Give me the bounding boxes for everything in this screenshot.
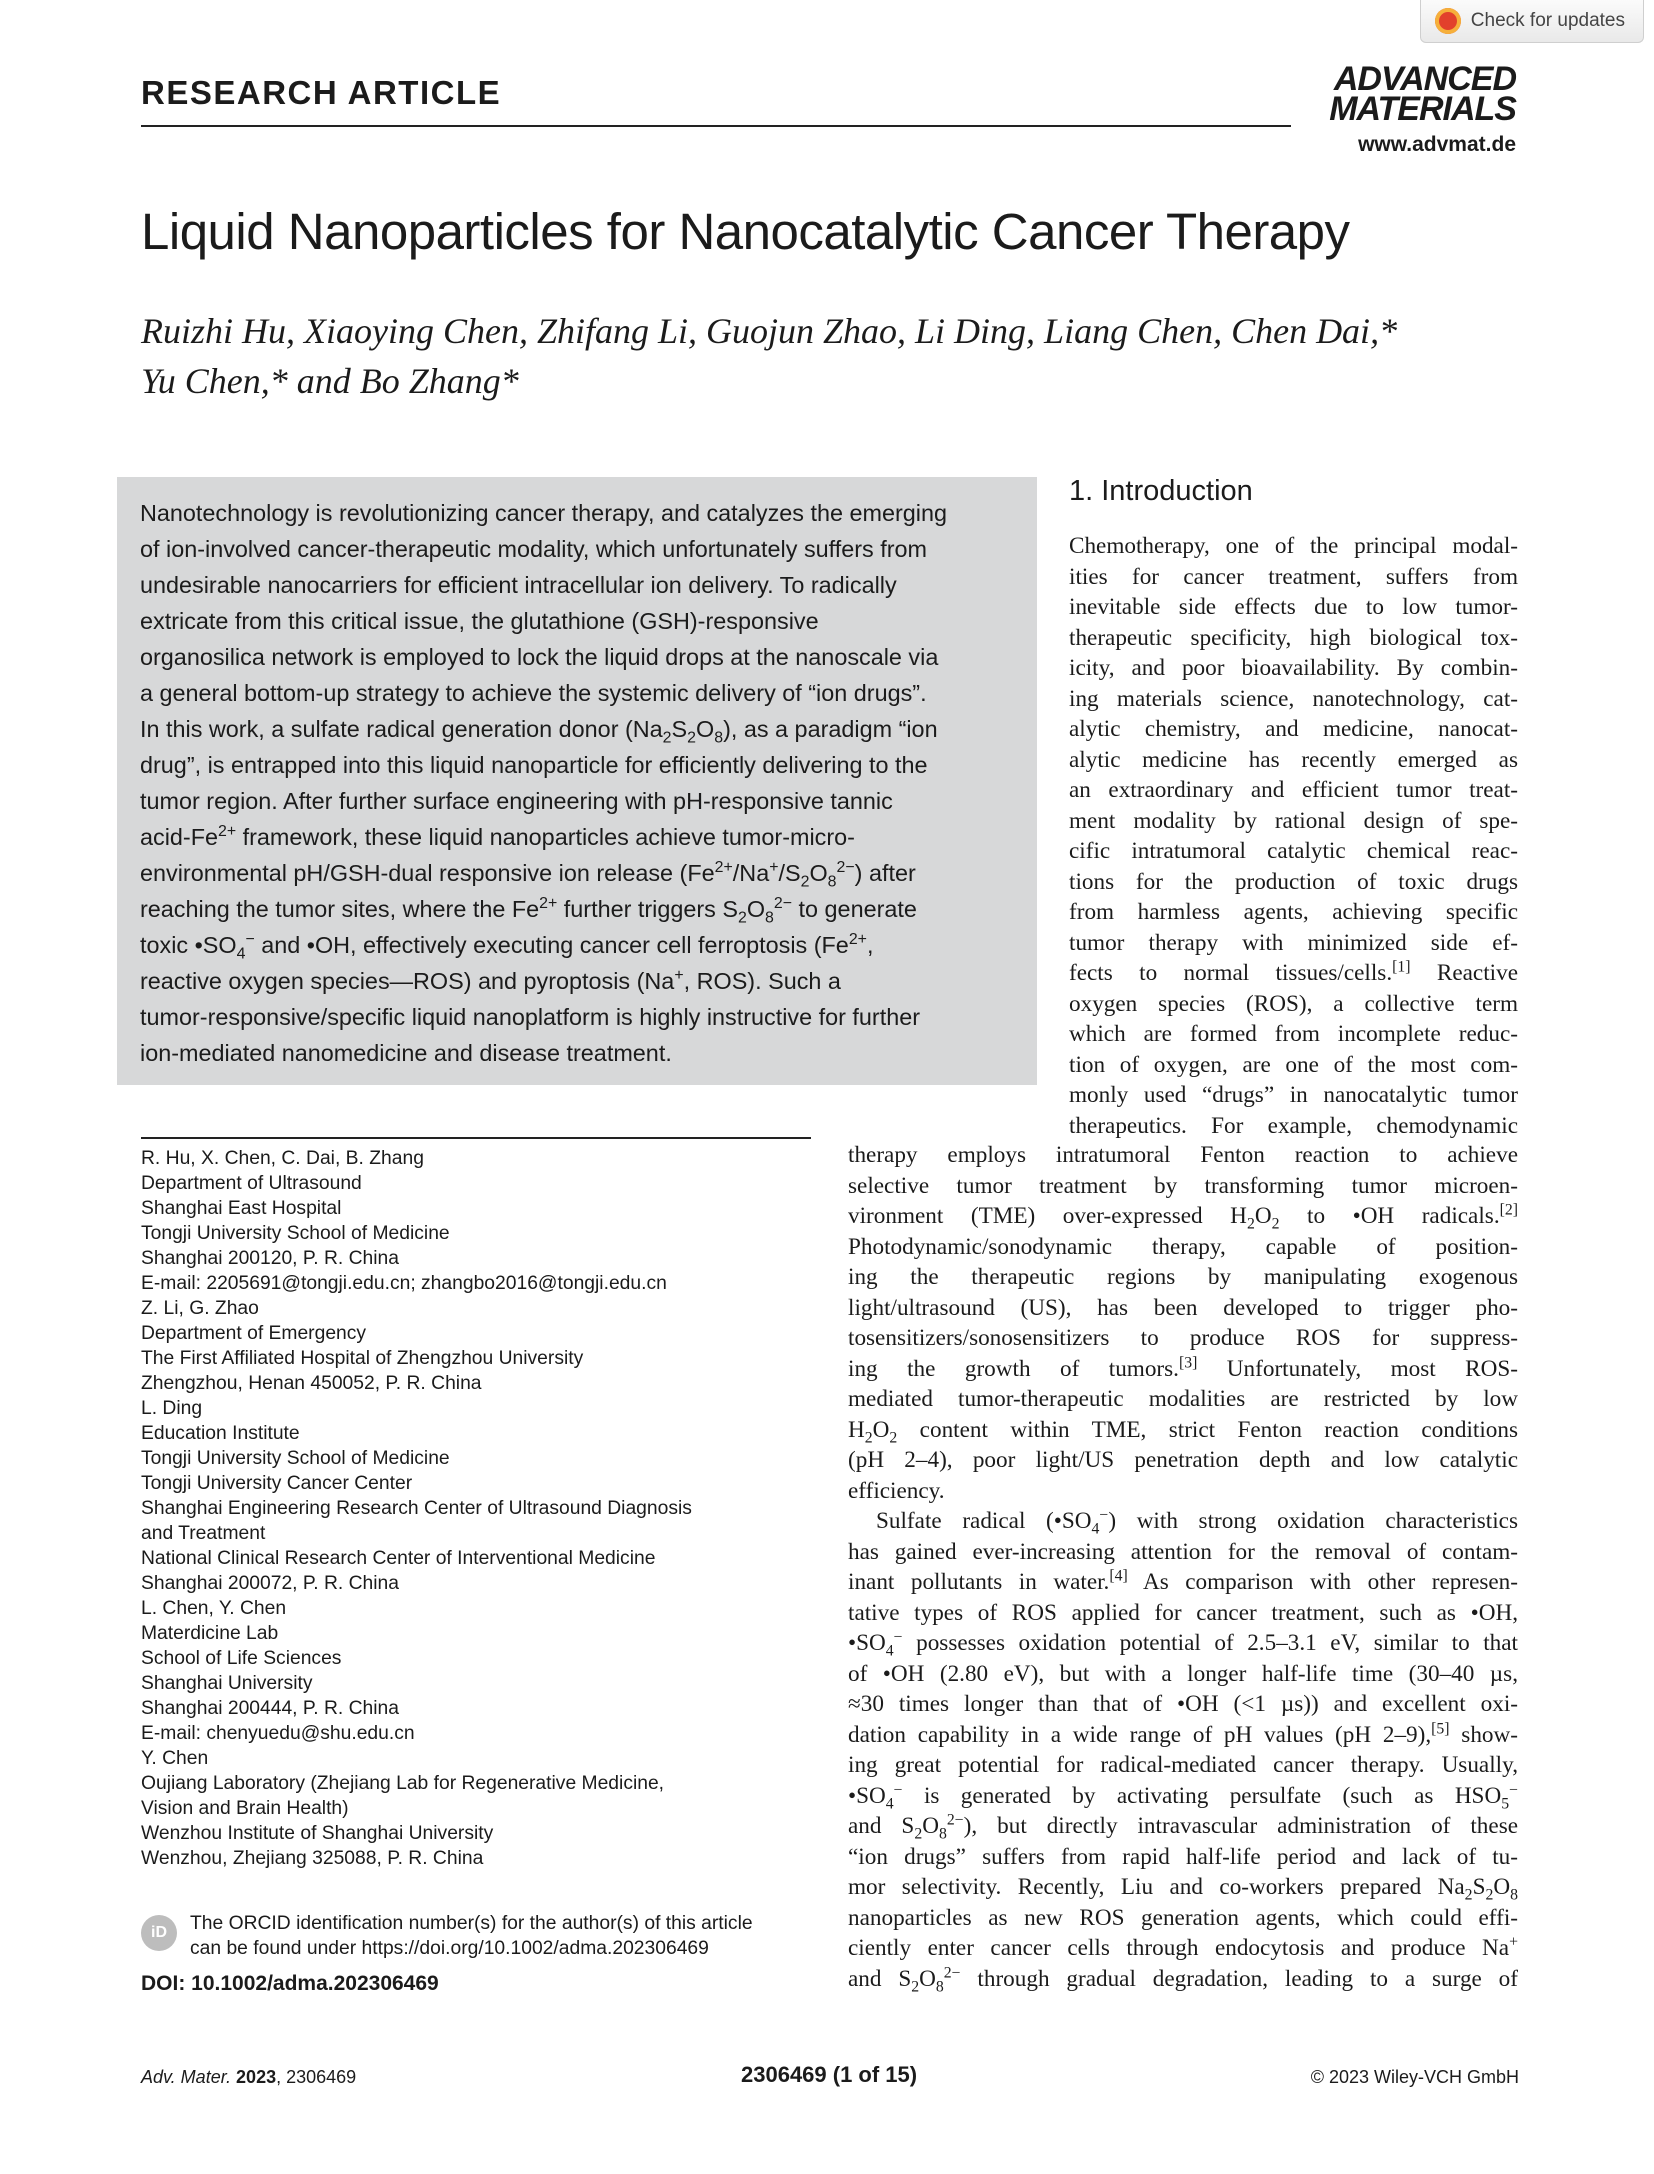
intro-column-right: Chemotherapy, one of the principal modal- ities for cancer treatment, suffers from inevitable side effects due to low tumor- therapeutic specificity, high biological tox- icity, and poor bioavailability. By combin- ing materials science, nanotechnology, cat- alytic chemistry, and medicine, nanocat- alytic medicine has recently emerged as an extraordinary and efficient tumor treat- ment modality by rational design of spe- cific intratumoral catalytic chemical reac- tions for the production of toxic drugs from harmless agents, achieving specific tumor therapy with minimized side ef- fects to normal tissues/cells.[1] Reactive oxygen species (ROS), a collective term which are formed from incomplete reduc- tion of oxygen, are one of the most com- monly used “drugs” in nanocatalytic tumor therapeutics. For example, chemodynamic bbox=[1069, 533, 1518, 1139]
affiliation-line: Materdicine Lab bbox=[141, 1623, 279, 1644]
affiliation-line: Shanghai Engineering Research Center of Ultrasound Diagnosis bbox=[141, 1498, 692, 1519]
affiliation-line: Department of Emergency bbox=[141, 1323, 367, 1344]
affiliation-line: Shanghai University bbox=[141, 1673, 313, 1694]
footer-journal: Adv. Mater. bbox=[141, 2067, 232, 2087]
affiliation-line: Shanghai East Hospital bbox=[141, 1198, 342, 1219]
journal-logo-line1: ADVANCED bbox=[1333, 60, 1516, 98]
check-for-updates-button[interactable] bbox=[1420, 0, 1644, 43]
affiliation-rule bbox=[141, 1137, 811, 1139]
citation-4[interactable]: [4] bbox=[1109, 1567, 1128, 1585]
citation-2[interactable]: [2] bbox=[1499, 1201, 1519, 1219]
doi-link[interactable]: DOI: 10.1002/adma.202306469 bbox=[141, 1972, 439, 1995]
section-heading-introduction: 1. Introduction bbox=[1069, 475, 1253, 507]
affiliation-line: Tongji University School of Medicine bbox=[141, 1448, 450, 1469]
orcid-link[interactable]: can be found under https://doi.org/10.1002/adma.202306469 bbox=[190, 1938, 709, 1959]
affiliation-line: Shanghai 200120, P. R. China bbox=[141, 1248, 399, 1269]
header-rule bbox=[141, 125, 1291, 127]
affiliation-line: Wenzhou Institute of Shanghai University bbox=[141, 1823, 494, 1844]
affiliations bbox=[141, 1146, 821, 1871]
section-label: RESEARCH ARTICLE bbox=[141, 74, 502, 111]
author-line-1: Ruizhi Hu, Xiaoying Chen, Zhifang Li, Guojun Zhao, Li Ding, Liang Chen, Chen Dai,* bbox=[141, 311, 1398, 351]
affiliation-line: L. Chen, Y. Chen bbox=[141, 1598, 287, 1619]
affiliation-line: Education Institute bbox=[141, 1423, 300, 1444]
affiliation-line: and Treatment bbox=[141, 1523, 266, 1544]
affiliation-line: Z. Li, G. Zhao bbox=[141, 1298, 259, 1319]
affiliation-line: Tongji University School of Medicine bbox=[141, 1223, 450, 1244]
affiliation-line: R. Hu, X. Chen, C. Dai, B. Zhang bbox=[141, 1148, 424, 1169]
affiliation-email[interactable]: E-mail: chenyuedu@shu.edu.cn bbox=[141, 1723, 415, 1744]
author-line-2: Yu Chen,* and Bo Zhang* bbox=[141, 361, 519, 401]
affiliation-line: Tongji University Cancer Center bbox=[141, 1473, 413, 1494]
affiliation-line: Oujiang Laboratory (Zhejiang Lab for Regenerative Medicine, bbox=[141, 1773, 665, 1794]
affiliation-line: Y. Chen bbox=[141, 1748, 209, 1769]
affiliation-line: Wenzhou, Zhejiang 325088, P. R. China bbox=[141, 1848, 484, 1869]
crossmark-icon bbox=[1435, 8, 1461, 34]
affiliation-line: Shanghai 200072, P. R. China bbox=[141, 1573, 399, 1594]
abstract-text: Nanotechnology is revolutionizing cancer therapy, and catalyzes the emerging of ion-involved cancer-therapeutic modality, which unfortunately suffers from undesirable nanocarriers for efficient intracellular ion delivery. To radically extricate from this critical issue, the glutathione (GSH)-responsive organosilica network is employed to lock the liquid drops at the nanoscale via a general bottom-up strategy to achieve the systemic delivery of “ion drugs”. In this work, a sulfate radical generation donor $(Na_2S_2O_8)$, as a paradigm “ion drug”, is entrapped into this liquid nanoparticle for efficiently delivering to the tumor region. After further surface engineering with pH-responsive tannic acid-$Fe^{2+}$ framework, these liquid nanoparticles achieve tumor-micro- environmental pH/GSH-dual responsive ion release $(Fe^{2+}/Na^+/S_2O_8^{2-})$ after reaching the tumor sites, where the $Fe^{2+}$ further triggers $S_2O_8^{2-}$ to generate toxic $•SO_4^-$ and •OH, effectively executing cancer cell ferroptosis ($Fe^{2+}$, reactive oxygen species—ROS) and pyroptosis (Na+, ROS). Such a tumor-responsive/specific liquid nanoplatform is highly instructive for further ion-mediated nanomedicine and disease treatment. bbox=[140, 500, 948, 1066]
affiliation-line: School of Life Sciences bbox=[141, 1648, 342, 1669]
affiliation-line: National Clinical Research Center of Interventional Medicine bbox=[141, 1548, 656, 1569]
affiliation-line: L. Ding bbox=[141, 1398, 203, 1419]
affiliation-line: Shanghai 200444, P. R. China bbox=[141, 1698, 399, 1719]
citation-5[interactable]: [5] bbox=[1431, 1719, 1450, 1737]
journal-logo bbox=[1329, 60, 1516, 128]
affiliation-line: Department of Ultrasound bbox=[141, 1173, 362, 1194]
article-title: Liquid Nanoparticles for Nanocatalytic Cancer Therapy bbox=[141, 203, 1350, 260]
journal-url[interactable]: www.advmat.de bbox=[1358, 133, 1516, 156]
footer-article-no: , 2306469 bbox=[276, 2067, 357, 2087]
intro-column-wide: therapy employs intratumoral Fenton reaction to achieve selective tumor treatment by transforming tumor microen- vironment (TME) over-expressed $H_2O_2$ to •OH radicals.[2] Photodynamic/sonodynamic therapy, capable of position- ing the therapeutic regions by manipulating exogenous light/ultrasound (US), has been developed to trigger pho- tosensitizers/sonosensitizers to produce ROS for suppress- ing the growth of tumors.[3] Unfortunately, most ROS- mediated tumor-therapeutic modalities are restricted by low $H_2O_2$ content within TME, strict Fenton reaction conditions (pH 2–4), poor light/US penetration depth and low catalytic efficiency. Sulfate radical $(•SO_4^-)$ with strong oxidation characteristics has gained ever-increasing attention for the removal of contam- inant pollutants in water.[4] As comparison with other represen- tative types of ROS applied for cancer treatment, such as •OH, $•SO_4^-$ possesses oxidation potential of 2.5–3.1 eV, similar to that of •OH (2.80 eV), but with a longer half-life time (30–40 µs, ≈30 times longer than that of •OH (<1 µs)) and excellent oxi- dation capability in a wide range of pH values (pH 2–9),[5] show- ing great potential for radical-mediated cancer therapy. Usually, $•SO_4^-$ is generated by activating persulfate (such as $HSO_5^-$ and $S_2O_8^{2-}$), but directly intravascular administration of these “ion drugs” suffers from rapid half-life period and lack of tu- mor selectivity. Recently, Liu and co-workers prepared $Na_2S_2O_8$ nanoparticles as new ROS generation agents, which could effi- ciently enter cancer cells through endocytosis and produce Na+ and $S_2O_8^{2-}$ through gradual degradation, leading to a surge of bbox=[848, 1142, 1519, 1996]
author-list bbox=[141, 306, 1461, 406]
affiliation-email[interactable]: E-mail: 2205691@tongji.edu.cn; zhangbo2016@tongji.edu.cn bbox=[141, 1273, 667, 1294]
affiliation-line: Vision and Brain Health) bbox=[141, 1798, 349, 1819]
citation-1[interactable]: [1] bbox=[1392, 958, 1411, 976]
journal-logo-line2: MATERIALS bbox=[1329, 90, 1516, 128]
orcid-note bbox=[190, 1911, 830, 1961]
footer-year: 2023 bbox=[236, 2067, 277, 2087]
citation-3[interactable]: [3] bbox=[1178, 1353, 1198, 1371]
orcid-note-line1: The ORCID identification number(s) for the author(s) of this article bbox=[190, 1913, 753, 1934]
footer-copyright: © 2023 Wiley-VCH GmbH bbox=[1310, 2067, 1519, 2087]
orcid-icon: iD bbox=[141, 1915, 177, 1951]
footer-page-number: 2306469 (1 of 15) bbox=[741, 2062, 918, 2087]
check-for-updates-label: Check for updates bbox=[1470, 10, 1625, 31]
abstract-box bbox=[117, 477, 1037, 1085]
affiliation-line: The First Affiliated Hospital of Zhengzhou University bbox=[141, 1348, 584, 1369]
footer-citation bbox=[141, 2067, 356, 2088]
affiliation-line: Zhengzhou, Henan 450052, P. R. China bbox=[141, 1373, 482, 1394]
